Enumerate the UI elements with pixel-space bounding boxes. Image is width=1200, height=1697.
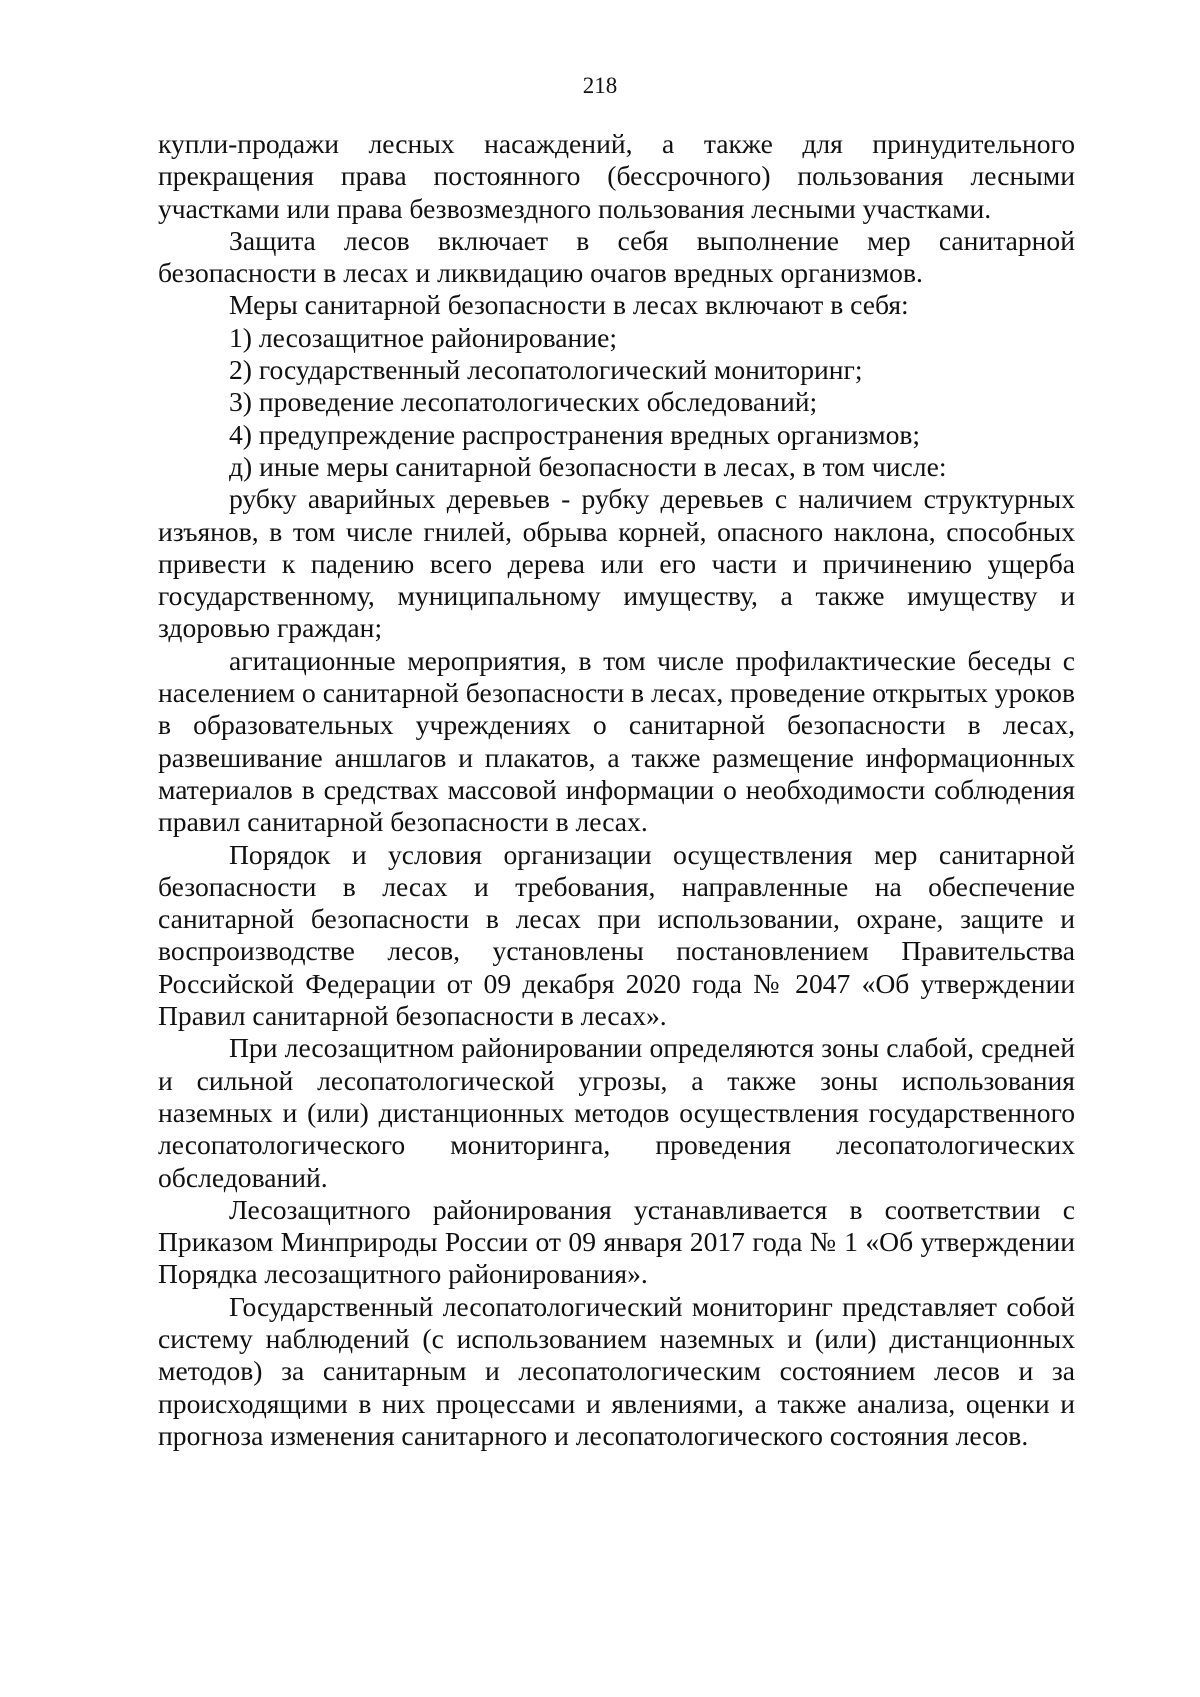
list-item: 1) лесозащитное районирование; [229, 321, 617, 353]
paragraph: При лесозащитном районировании определяются зоны слабой, средней и сильной лесопатологической угрозы, а также зоны использования наземных и (или) дистанционных методов осуществления государственного лесопатологического мониторинга, проведения лесопатологических обследований. [158, 1032, 1075, 1193]
paragraph: Защита лесов включает в себя выполнение мер санитарной безопасности в лесах и ликвидацию очагов вредных организмов. [158, 224, 1075, 289]
list-item: д) иные меры санитарной безопасности в лесах, в том числе: [229, 450, 947, 482]
paragraph: Государственный лесопатологический мониторинг представляет собой систему наблюдений (с использованием наземных и (или) дистанционных методов) за санитарным и лесопатологическим состоянием лесов и за происходящими в них процессами и явлениями, а также анализа, оценки и прогноза изменения санитарного и лесопатологического состояния лесов. [158, 1290, 1075, 1451]
paragraph: агитационные мероприятия, в том числе профилактические беседы с населением о санитарной безопасности в лесах, проведение открытых уроков в образовательных учреждениях о санитарной безопасности в лесах, развешивание аншлагов и плакатов, а также размещение информационных материалов в средствах массовой информации о необходимости соблюдения правил санитарной безопасности в лесах. [158, 644, 1075, 838]
paragraph: Лесозащитного районирования устанавливается в соответствии с Приказом Минприроды России от 09 января 2017 года № 1 «Об утверждении Порядка лесозащитного районирования». [158, 1193, 1075, 1290]
list-item: 3) проведение лесопатологических обследований; [229, 386, 818, 418]
paragraph: рубку аварийных деревьев - рубку деревьев с наличием структурных изъянов, в том числе гнилей, обрыва корней, опасного наклона, способных привести к падению всего дерева или его части и причинению ущерба государственному, муниципальному имуществу, а также имуществу и здоровью граждан; [158, 483, 1075, 644]
document-body [158, 128, 1075, 1452]
paragraph-continuation: купли-продажи лесных насаждений, а также для принудительного прекращения права постоянного (бессрочного) пользования лесными участками или права безвозмездного пользования лесными участками. [158, 128, 1075, 224]
list-item: 2) государственный лесопатологический мониторинг; [229, 354, 863, 386]
paragraph: Порядок и условия организации осуществления мер санитарной безопасности в лесах и требования, направленные на обеспечение санитарной безопасности в лесах при использовании, охране, защите и воспроизводстве лесов, установлены постановлением Правительства Российской Федерации от 09 декабря 2020 года № 2047 «Об утверждении Правил санитарной безопасности в лесах». [158, 838, 1075, 1032]
page-number: 218 [582, 73, 618, 98]
list-item: 4) предупреждение распространения вредных организмов; [229, 418, 921, 450]
paragraph: Меры санитарной безопасности в лесах включают в себя: [229, 289, 909, 321]
